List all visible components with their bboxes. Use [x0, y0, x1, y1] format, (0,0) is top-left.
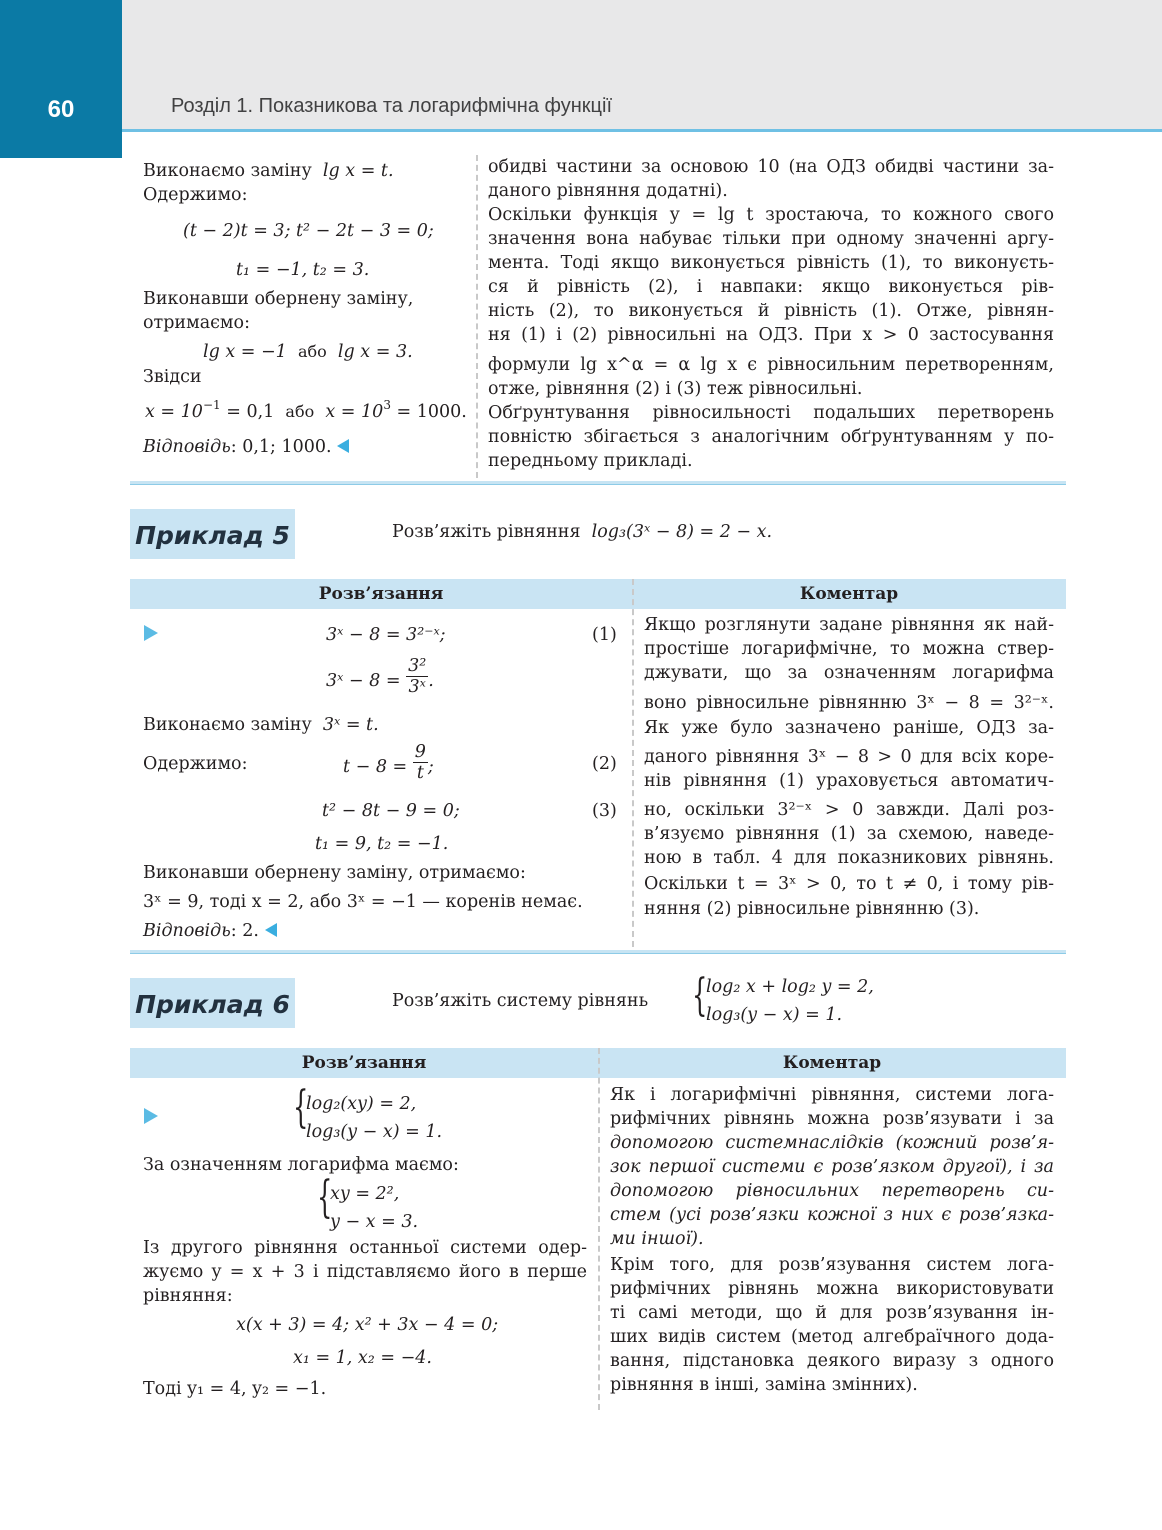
comment-line: рифмічних рівнянь можна розв’язувати і за [610, 1109, 1054, 1129]
comment-line: даного рівняння додатні). [488, 181, 728, 201]
chapter-title: Розділ 1. Показникова та логарифмічна функції [171, 95, 612, 117]
text-line: Звідси [143, 367, 202, 387]
comment-line: Оскільки функція y = lg t зростаюча, то кожного свого [488, 205, 1054, 225]
equation: log₃(y − x) = 1. [306, 1122, 443, 1142]
equation: log₂ x + log₂ y = 2, [706, 977, 874, 997]
equation: log₃(y − x) = 1. [706, 1005, 843, 1025]
text-line: отримаємо: [143, 313, 250, 333]
comment-line: ших видів систем (метод алгебраїчного дода- [610, 1327, 1054, 1347]
equation-number: (1) [592, 625, 617, 645]
text-line: Одержимо: [143, 754, 248, 774]
equation: y − x = 3. [330, 1212, 419, 1232]
comment-line: воно рівносильне рівнянню 3ˣ − 8 = 3²⁻ˣ. [644, 693, 1054, 713]
comment-line: обидві частини за основою 10 (на ОДЗ обидві частини за- [488, 157, 1054, 177]
equation-number: (3) [592, 801, 617, 821]
comment-line: Як і логарифмічні рівняння, системи лога- [610, 1085, 1054, 1105]
column-divider [632, 579, 634, 947]
comment-line: передньому прикладі. [488, 451, 693, 471]
text-line: жуємо y = x + 3 і підставляємо його в перше [143, 1262, 587, 1282]
comment-line: джувати, що за означенням логарифма [644, 663, 1054, 683]
example-5-table-header [130, 579, 1066, 609]
comment-line: рифмічних рівнянь можна використовувати [610, 1279, 1054, 1299]
solution-start-icon [144, 1108, 158, 1124]
system-brace: { [317, 1172, 333, 1223]
system-brace: { [293, 1082, 309, 1133]
comment-line: Як уже було зазначено раніше, ОДЗ за- [644, 718, 1054, 738]
equation: lg x = −1 або lg x = 3. [203, 342, 413, 362]
end-of-solution-icon [265, 923, 277, 937]
text-line: Виконаємо заміну 3ˣ = t. [143, 715, 379, 735]
comment-line: ті самі методи, що й для розв’язування ін- [610, 1303, 1054, 1323]
comment-line: даного рівняння 3ˣ − 8 > 0 для всіх коре- [644, 747, 1054, 767]
equation: x₁ = 1, x₂ = −4. [293, 1348, 432, 1368]
equation: xy = 2², [330, 1184, 400, 1204]
comment-line: нів рівняння (1) ураховується автоматич- [644, 771, 1054, 791]
comment-line: повністю збігається з аналогічним обґрунтуванням у по- [488, 427, 1054, 447]
text-line: Виконавши обернену заміну, [143, 289, 414, 309]
equation: t − 8 = $\frac{9}{t}$ ; [343, 742, 434, 783]
equation: x(x + 3) = 4; x² + 3x − 4 = 0; [236, 1315, 499, 1335]
comment-line: простіше логарифмічне, то можна ствер- [644, 639, 1054, 659]
comment-line: Крім того, для розв’язування систем лога- [610, 1255, 1054, 1275]
comment-line: Оскільки t = 3ˣ > 0, то t ≠ 0, і тому рів- [644, 874, 1054, 894]
page-number-tab [0, 0, 122, 158]
text-line: рівняння: [143, 1286, 233, 1306]
comment-line: няння (2) рівносильне рівнянню (3). [644, 899, 980, 919]
solution-start-icon [144, 625, 158, 641]
header-rule [122, 129, 1162, 132]
comment-line: стем (усі розв’язки кожної з них є розв’язка- [610, 1205, 1054, 1225]
example-5-task: Розв’яжіть рівняння log₃(3ˣ − 8) = 2 − x. [392, 522, 773, 542]
equation: 3ˣ − 8 = $\frac{\text{3²}}{\text{3ˣ}}$ . [326, 656, 434, 697]
example-5-label-box [130, 509, 295, 559]
comment-line: Обґрунтування рівносильності подальших перетворень [488, 403, 1054, 423]
solution-header: Розв’язання [318, 584, 444, 604]
comment-line: в’язуємо рівняння (1) за схемою, наведе- [644, 824, 1054, 844]
comment-line: ня (1) і (2) рівносильні на ОДЗ. При x > 0 застосування [488, 325, 1054, 345]
equation: 3ˣ − 8 = 3²⁻ˣ; [326, 625, 446, 645]
text-line: Із другого рівняння останньої системи одер- [143, 1238, 587, 1258]
answer-line: Відповідь: 0,1; 1000. [143, 436, 349, 458]
equation: t₁ = −1, t₂ = 3. [236, 260, 370, 280]
comment-line: но, оскільки 3²⁻ˣ > 0 завжди. Далі роз- [644, 800, 1054, 820]
comment-line: формули lg x^α = α lg x є рівносильним перетворенням, [488, 355, 1054, 375]
comment-header: Коментар [782, 1053, 882, 1073]
text-line: Виконаємо заміну lg x = t. [143, 161, 394, 181]
comment-line: ся й рівність (2), і навпаки: якщо виконується рів- [488, 277, 1054, 297]
comment-header: Коментар [799, 584, 899, 604]
equation-number: (2) [592, 754, 617, 774]
example-6-task: Розв’яжіть систему рівнянь [392, 991, 649, 1011]
solution-header: Розв’язання [301, 1053, 427, 1073]
comment-line: значення вона набуває тільки при одному значенні аргу- [488, 229, 1054, 249]
comment-line: отже, рівняння (2) і (3) теж рівносильні. [488, 379, 863, 399]
column-divider [598, 1048, 600, 1410]
text-line: 3ˣ = 9, тоді x = 2, або 3ˣ = −1 — коренів немає. [143, 892, 583, 912]
equation: (t − 2)t = 3; t² − 2t − 3 = 0; [183, 221, 434, 241]
answer-line: Відповідь: 2. [143, 920, 277, 942]
text-line: Тоді y₁ = 4, y₂ = −1. [143, 1379, 327, 1399]
equation: t₁ = 9, t₂ = −1. [315, 834, 449, 854]
text-line: За означенням логарифма маємо: [143, 1155, 459, 1175]
example-6-label: Приклад 6 [135, 990, 290, 1019]
column-divider [476, 155, 478, 478]
comment-line: ми іншої). [610, 1229, 704, 1249]
text-line: Одержимо: [143, 185, 248, 205]
comment-line: мента. Тоді якщо виконується рівність (1), то виконуєть- [488, 253, 1054, 273]
equation: $x = 10^{-1} = 0,1$ або $x = 10^3 = 1000$. [145, 398, 467, 422]
comment-line: ною в табл. 4 для показникових рівнянь. [644, 848, 1054, 868]
example-5-label: Приклад 5 [135, 521, 290, 550]
comment-line: допомогою рівносильних перетворень си- [610, 1181, 1054, 1201]
comment-line: Якщо розглянути задане рівняння як най- [644, 615, 1054, 635]
equation: log₂(xy) = 2, [306, 1094, 417, 1114]
comment-line: вання, підстановка деякого виразу з одного [610, 1351, 1054, 1371]
end-of-solution-icon [337, 439, 349, 453]
system-brace: { [692, 970, 708, 1021]
equation: t² − 8t − 9 = 0; [322, 801, 460, 821]
section-separator [130, 481, 1066, 485]
example-6-label-box [130, 978, 295, 1028]
comment-line: допомогою системнаслідків (кожний розв’я- [610, 1133, 1054, 1153]
text-line: Виконавши обернену заміну, отримаємо: [143, 863, 526, 883]
section-separator [130, 950, 1066, 954]
comment-line: зок першої системи є розв’язком другої), і за [610, 1157, 1054, 1177]
comment-line: ність (2), то виконується й рівність (1). Отже, рівнян- [488, 301, 1054, 321]
page-number: 60 [47, 96, 75, 123]
comment-line: рівняння в інші, заміна змінних). [610, 1375, 918, 1395]
